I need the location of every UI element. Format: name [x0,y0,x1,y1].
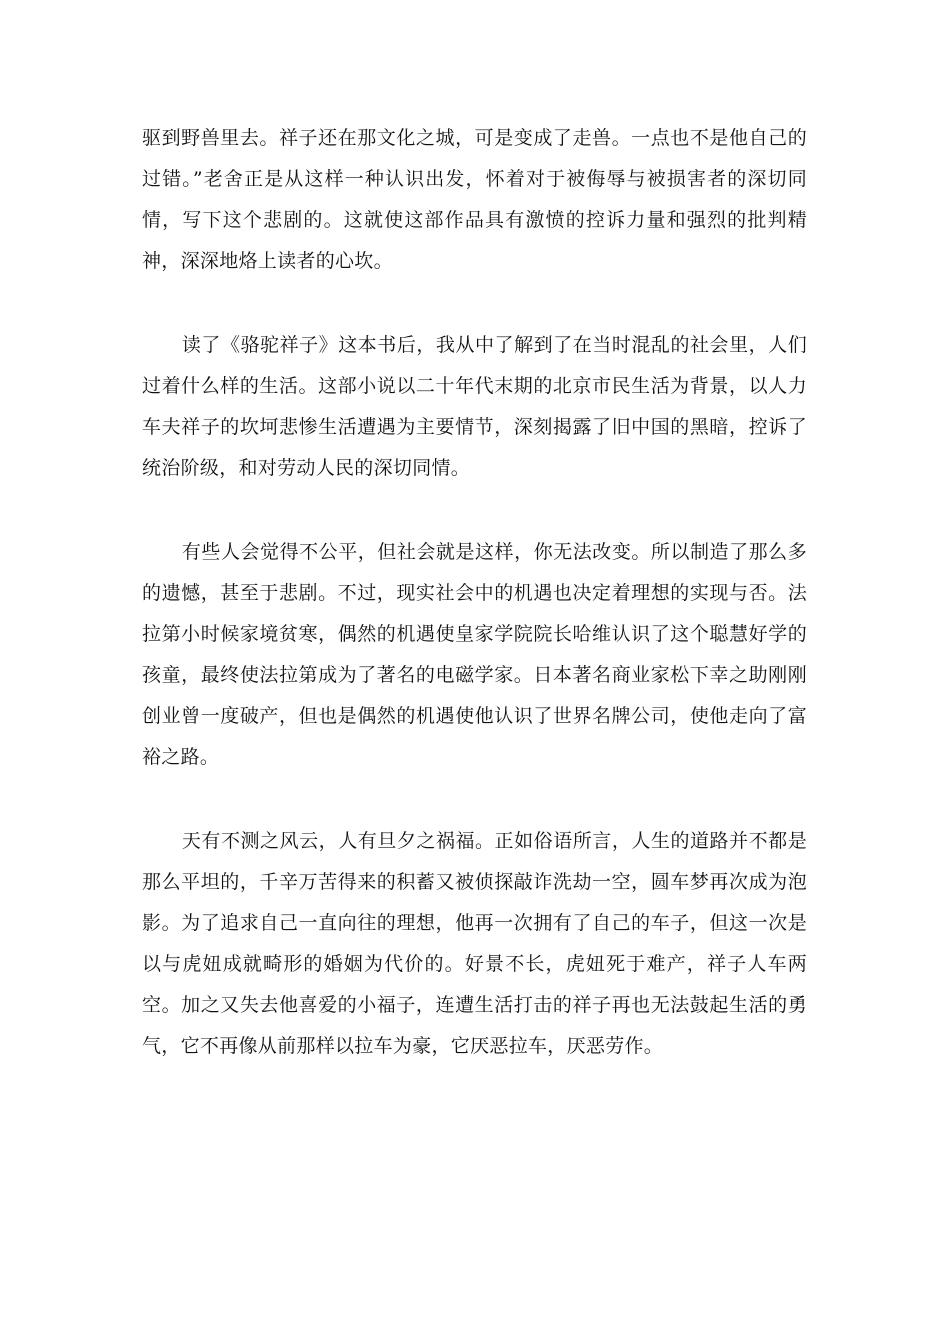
paragraph-3: 有些人会觉得不公平，但社会就是这样，你无法改变。所以制造了那么多的遗憾，甚至于悲剧。不过，现实社会中的机遇也决定着理想的实现与否。法拉第小时候家境贫寒，偶然的机遇使皇家学院院长哈维认识了这个聪慧好学的孩童，最终使法拉第成为了著名的电磁学家。日本著名商业家松下幸之助刚刚创业曾一度破产，但也是偶然的机遇使他认识了世界名牌公司，使他走向了富裕之路。 [142,541,807,768]
paragraph-spacer [142,282,807,325]
paragraph-spacer [142,489,807,532]
paragraph-4: 天有不测之风云，人有旦夕之祸福。正如俗语所言，人生的道路并不都是那么平坦的，千辛万苦得来的积蓄又被侦探敲诈洗劫一空，圆车梦再次成为泡影。为了追求自己一直向往的理想，他再一次拥有了自己的车子，但这一次是以与虎妞成就畸形的婚姻为代价的。好景不长，虎妞死于难产，祥子人车两空。加之又失去他喜爱的小福子，连遭生活打击的祥子再也无法鼓起生活的勇气，它不再像从前那样以拉车为豪，它厌恶拉车，厌恶劳作。 [142,830,807,1057]
paragraph-2: 读了《骆驼祥子》这本书后，我从中了解到了在当时混乱的社会里，人们过着什么样的生活。这部小说以二十年代末期的北京市民生活为背景，以人力车夫祥子的坎坷悲惨生活遭遇为主要情节，深刻揭露了旧中国的黑暗，控诉了统治阶级，和对劳动人民的深切同情。 [142,334,807,479]
document-body [142,118,807,1067]
paragraph-1: 驱到野兽里去。祥子还在那文化之城，可是变成了走兽。一点也不是他自己的过错。”老舍正是从这样一种认识出发，怀着对于被侮辱与被损害者的深切同情，写下这个悲剧的。这就使这部作品具有激愤的控诉力量和强烈的批判精神，深深地烙上读者的心坎。 [142,127,807,272]
paragraph-spacer [142,778,807,821]
